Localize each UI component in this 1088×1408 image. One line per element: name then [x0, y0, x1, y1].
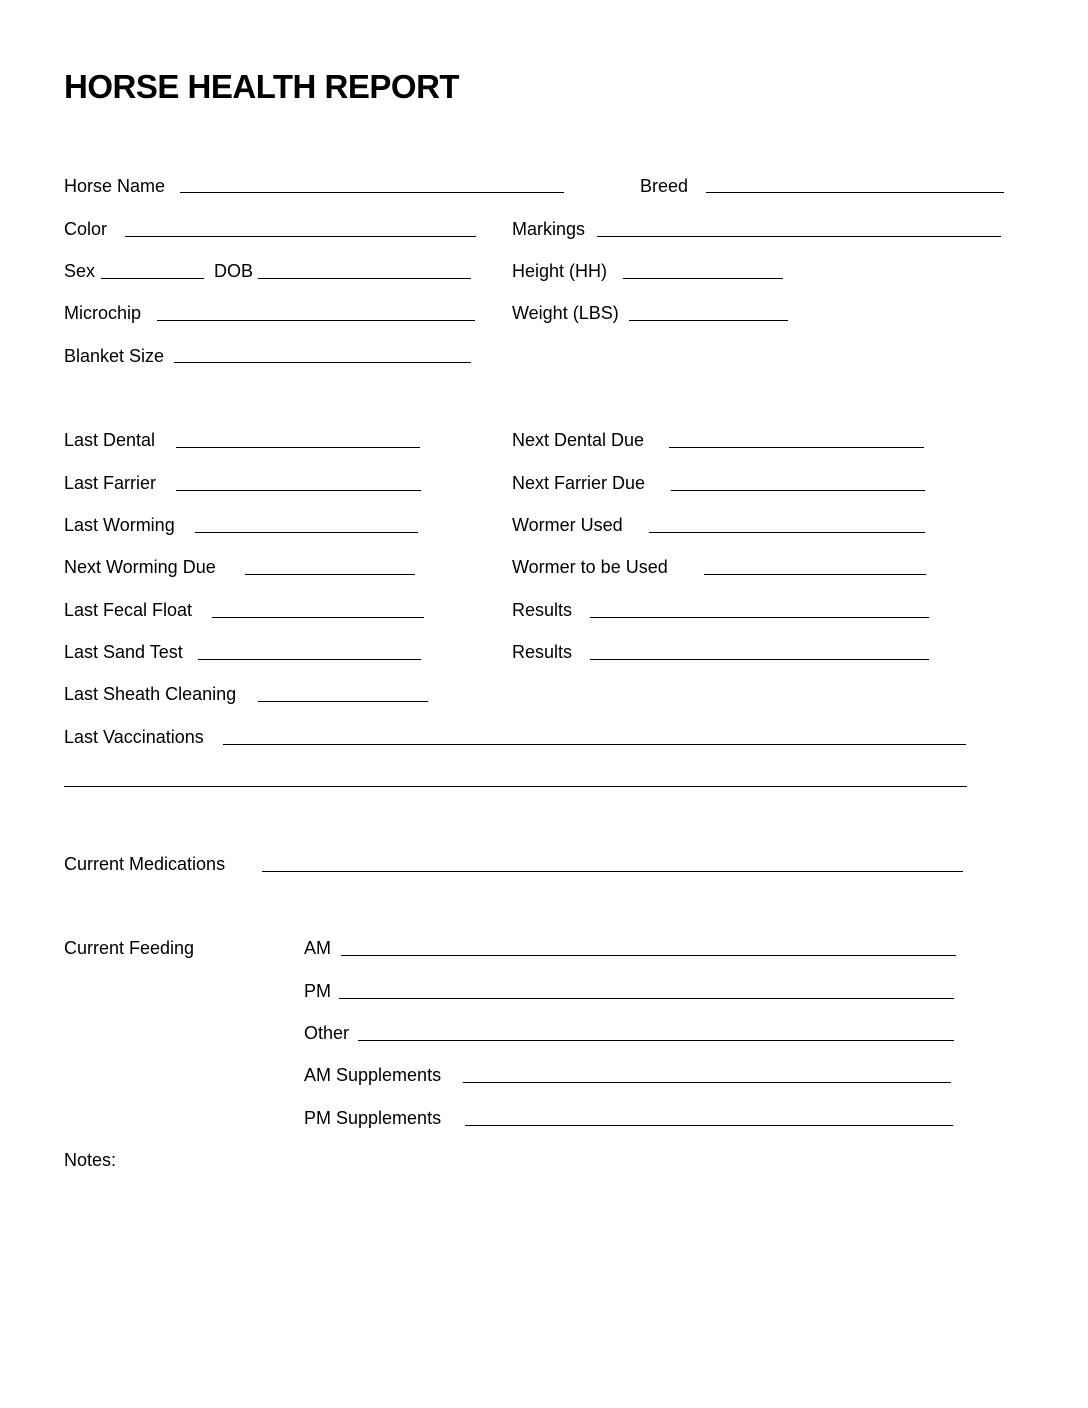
sex-label: Sex	[64, 261, 96, 281]
next-dental-due-field[interactable]	[669, 447, 924, 448]
next-worming-due-field[interactable]	[245, 574, 415, 575]
last-sheath-cleaning-field[interactable]	[258, 701, 428, 702]
last-sand-test-field[interactable]	[198, 659, 421, 660]
last-fecal-float-field[interactable]	[212, 617, 424, 618]
color-label: Color	[64, 219, 108, 239]
last-worming-field[interactable]	[195, 532, 418, 533]
blanket-size-label: Blanket Size	[64, 346, 165, 366]
next-dental-due-label: Next Dental Due	[512, 430, 645, 450]
markings-field[interactable]	[597, 236, 1001, 237]
other-feeding-label: Other	[304, 1023, 350, 1043]
next-worming-due-label: Next Worming Due	[64, 557, 216, 577]
dob-field[interactable]	[258, 278, 471, 279]
wormer-to-be-used-label: Wormer to be Used	[512, 557, 668, 577]
current-feeding-label: Current Feeding	[64, 938, 195, 958]
microchip-label: Microchip	[64, 303, 142, 323]
am-feeding-field[interactable]	[341, 955, 956, 956]
markings-label: Markings	[512, 219, 586, 239]
current-medications-field[interactable]	[262, 871, 963, 872]
dob-label: DOB	[214, 261, 254, 281]
last-dental-label: Last Dental	[64, 430, 156, 450]
fecal-results-label: Results	[512, 600, 573, 620]
last-worming-label: Last Worming	[64, 515, 175, 535]
breed-field[interactable]	[706, 192, 1004, 193]
pm-feeding-field[interactable]	[339, 998, 954, 999]
last-vaccinations-field-continued[interactable]	[64, 786, 967, 787]
page-title: HORSE HEALTH REPORT	[64, 68, 460, 105]
am-feeding-label: AM	[304, 938, 331, 958]
next-farrier-due-field[interactable]	[671, 490, 925, 491]
last-dental-field[interactable]	[176, 447, 420, 448]
other-feeding-field[interactable]	[358, 1040, 954, 1041]
last-sheath-cleaning-label: Last Sheath Cleaning	[64, 684, 237, 704]
am-supplements-label: AM Supplements	[304, 1065, 442, 1085]
last-farrier-label: Last Farrier	[64, 473, 157, 493]
horse-name-field[interactable]	[180, 192, 564, 193]
sand-results-field[interactable]	[590, 659, 929, 660]
sand-results-label: Results	[512, 642, 573, 662]
weight-label: Weight (LBS)	[512, 303, 619, 323]
wormer-used-label: Wormer Used	[512, 515, 623, 535]
breed-label: Breed	[640, 176, 689, 196]
sex-field[interactable]	[101, 278, 204, 279]
height-label: Height (HH)	[512, 261, 608, 281]
am-supplements-field[interactable]	[463, 1082, 951, 1083]
pm-feeding-label: PM	[304, 981, 331, 1001]
last-sand-test-label: Last Sand Test	[64, 642, 183, 662]
current-medications-label: Current Medications	[64, 854, 226, 874]
horse-name-label: Horse Name	[64, 176, 166, 196]
last-vaccinations-field[interactable]	[223, 744, 966, 745]
microchip-field[interactable]	[157, 320, 475, 321]
last-fecal-float-label: Last Fecal Float	[64, 600, 193, 620]
notes-label: Notes:	[64, 1150, 117, 1170]
next-farrier-due-label: Next Farrier Due	[512, 473, 646, 493]
wormer-used-field[interactable]	[649, 532, 925, 533]
weight-field[interactable]	[629, 320, 788, 321]
blanket-size-field[interactable]	[174, 362, 471, 363]
color-field[interactable]	[125, 236, 476, 237]
last-vaccinations-label: Last Vaccinations	[64, 727, 204, 747]
pm-supplements-label: PM Supplements	[304, 1108, 442, 1128]
last-farrier-field[interactable]	[176, 490, 421, 491]
fecal-results-field[interactable]	[590, 617, 929, 618]
wormer-to-be-used-field[interactable]	[704, 574, 926, 575]
pm-supplements-field[interactable]	[465, 1125, 953, 1126]
height-field[interactable]	[623, 278, 783, 279]
